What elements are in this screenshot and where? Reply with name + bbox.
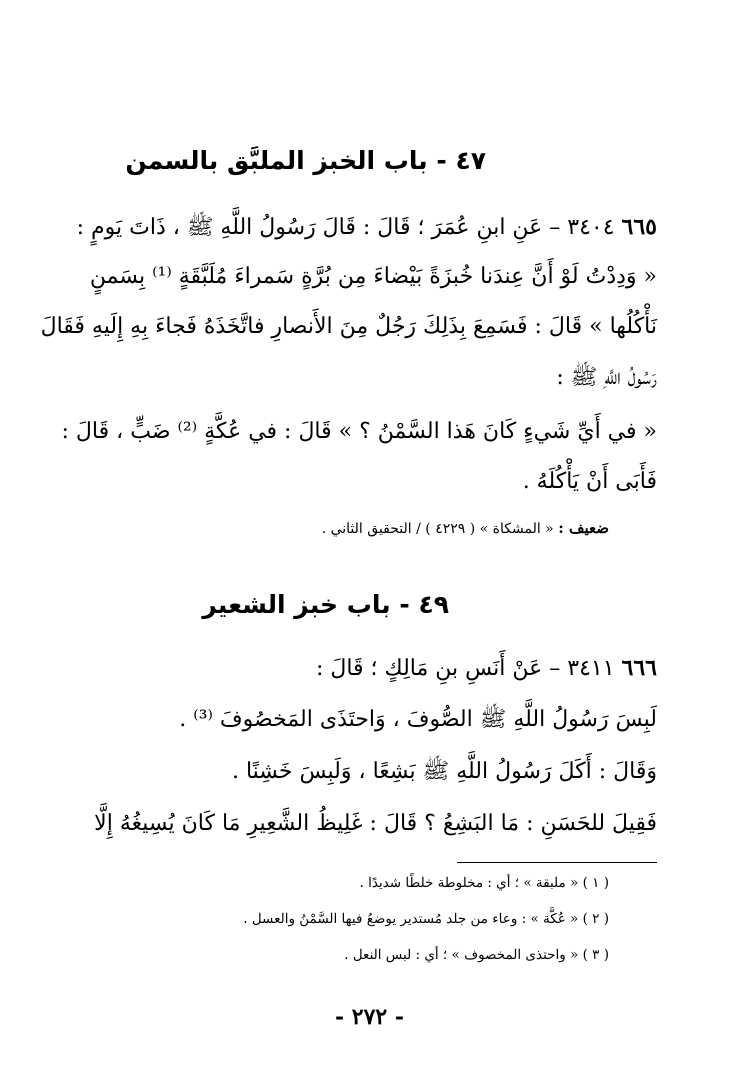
hadith-text-line: وَقَالَ : أَكَلَ رَسُولُ اللَّهِ ﷺ بَشِعًا ، وَلَبِسَ خَشِنًا . [231,759,657,784]
chapter-heading-47: ٤٧ - باب الخبز الملبَّق بالسمن [125,146,486,175]
footnote-1: ( ١ ) « ملبقة » ؛ أي : مخلوطة خلطًا شديدًا . [359,875,609,891]
hadith-text-line: فَأَبَى أَنْ يَأْكُلَهُ . [522,469,657,494]
hadith-text-line: نَأْكُلُها » قَالَ : فَسَمِعَ بِذَلِكَ رَجُلٌ مِنَ الأَنصارِ فاتَّخَذَهُ فَجاءَ بِهِ إِلَيهِ فَقَالَ [40,314,657,339]
hadith-reference: ٣٤١١ – عَنْ أَنَسِ بنِ مَالِكٍ ؛ قَالَ : [315,656,615,681]
hadith-text-line: « في أَيِّ شَيءٍ كَانَ هَذا السَّمْنُ ؟ » قَالَ : في عُكَّةٍ ⁽²⁾ ضَبٍّ ، قَالَ : [61,419,657,444]
hadith-665-header [76,207,657,248]
hadith-reference: ٣٤٠٤ – عَنِ ابنِ عُمَرَ ؛ قَالَ : قَالَ رَسُولُ اللَّهِ ﷺ ، ذَاتَ يَومٍ : [76,215,615,240]
hadith-number: ٦٦٦ [621,655,657,681]
hadith-text-line: « وَدِدْتُ لَوْ أَنَّ عِندَنا خُبزَةً بَيْضاءَ مِن بُرَّةٍ سَمراءَ مُلَبَّقَةٍ ⁽¹⁾ بِسَمنٍ [89,264,657,289]
chapter-heading-49: ٤٩ - باب خبز الشعير [202,590,449,619]
footnote-separator [457,862,657,863]
page-number: - ٢٧٢ - [334,1004,405,1030]
footnote-3: ( ٣ ) « واحتذى المخصوف » ؛ أي : لبس النعل . [344,947,609,963]
hadith-number: ٦٦٥ [621,214,657,240]
grading-source: « المشكاة » ( ٤٢٢٩ ) / التحقيق الثاني . [321,521,554,537]
grading-label: ضعيف : [558,519,609,537]
grading-note [322,519,609,537]
hadith-text-line: رَسُولُ اللَّهِ ﷺ : [556,365,657,390]
hadith-666-header [82,648,657,689]
hadith-text-line: فَقِيلَ للحَسَنِ : مَا البَشِعُ ؟ قَالَ : غَلِيظُ الشَّعِيرِ مَا كَانَ يُسِيغُهُ إِلَّا [94,811,657,836]
footnote-2: ( ٢ ) « عُكَّة » : وعاء من جلد مُستدير يوضعُ فيها السَّمْنُ والعسل . [243,911,609,927]
hadith-text-line: لَبِسَ رَسُولُ اللَّهِ ﷺ الصُّوفَ ، وَاحتَذَى المَخصُوفَ ⁽³⁾ . [179,707,657,732]
